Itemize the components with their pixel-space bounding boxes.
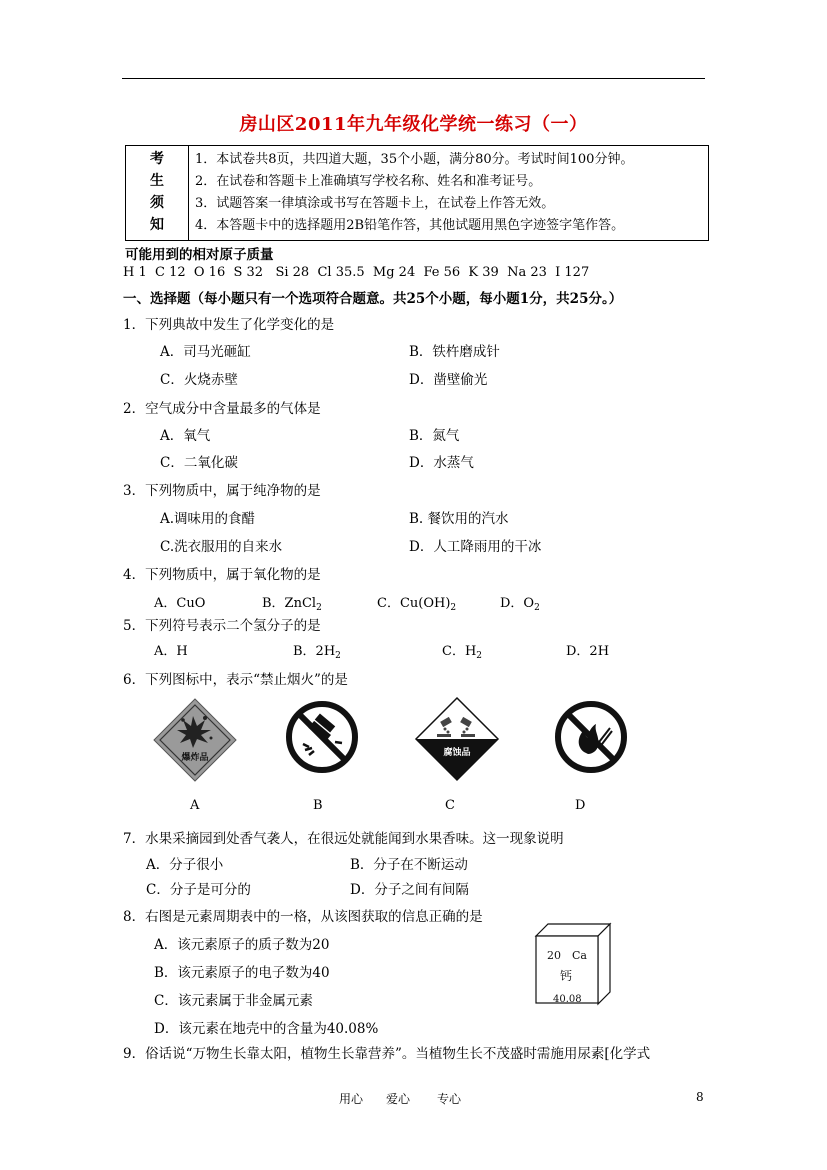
option-b: B．分子在不断运动 (350, 857, 468, 873)
sign-caption-d: D (575, 798, 586, 813)
question-stem: 5．下列符号表示二个氢分子的是 (123, 618, 321, 634)
notice-table (125, 145, 709, 241)
no-open-flame-sign-icon (554, 700, 628, 774)
option-a: A．CuO (154, 596, 206, 611)
footer-motto-2: 爱心 (386, 1092, 411, 1106)
notice-label-char: 考 (150, 151, 164, 167)
option-b: B．ZnCl$_2$ (262, 596, 322, 613)
exam-title: 房山区2011年九年级化学统一练习（一） (239, 114, 588, 135)
option-a: A．H (154, 644, 188, 659)
element-number: 20 (547, 949, 561, 962)
footer-motto-3: 专心 (437, 1092, 462, 1106)
option-a: A．该元素原子的质子数为20 (154, 937, 330, 953)
option-d: D．$O_2$ (500, 596, 540, 613)
explosive-sign-label: 爆炸品 (181, 753, 209, 763)
option-b: B. 餐饮用的汽水 (409, 511, 509, 527)
option-b: B．氮气 (409, 428, 460, 444)
notice-label-char: 须 (150, 195, 164, 211)
option-c: C．该元素属于非金属元素 (154, 993, 313, 1009)
option-c: C．火烧赤壁 (160, 372, 238, 388)
question-stem: 3．下列物质中，属于纯净物的是 (123, 483, 321, 499)
no-fireworks-sign-icon (285, 700, 359, 774)
footer-motto-1: 用心 (339, 1092, 364, 1106)
notice-label (126, 146, 189, 241)
atomic-mass-heading: 可能用到的相对原子质量 (125, 247, 274, 263)
corrosive-sign-label: 腐蚀品 (443, 748, 471, 758)
question-stem: 4．下列物质中，属于氧化物的是 (123, 567, 321, 583)
option-b: B．$2H_2$ (293, 644, 341, 661)
question-stem: 8．右图是元素周期表中的一格，从该图获取的信息正确的是 (123, 909, 483, 925)
notice-item: 1．本试卷共8页，共四道大题，35个小题，满分80分。考试时间100分钟。 (195, 152, 634, 167)
atomic-mass-values: H 1 C 12 O 16 S 32 Si 28 Cl 35.5 Mg 24 Fe 56 K 39 Na 23 I 127 (123, 265, 590, 280)
option-c: C．分子是可分的 (146, 882, 251, 898)
option-a: A．司马光砸缸 (160, 344, 251, 360)
explosive-sign-icon (153, 698, 237, 782)
option-c: C．$Cu(OH)_2$ (377, 596, 457, 613)
notice-label-char: 生 (150, 173, 164, 189)
option-d: D．该元素在地壳中的含量为40.08% (154, 1021, 379, 1037)
notice-label-char: 知 (150, 217, 164, 233)
question-stem: 6．下列图标中，表示“禁止烟火”的是 (123, 672, 348, 688)
header-rule (122, 78, 705, 79)
option-d: D．凿壁偷光 (409, 372, 488, 388)
corrosive-sign-icon (415, 697, 499, 781)
notice-item: 3．试题答案一律填涂或书写在答题卡上，在试卷上作答无效。 (195, 196, 555, 211)
option-d: D．人工降雨用的干冰 (409, 539, 542, 555)
option-a: A．分子很小 (146, 857, 224, 873)
question-stem: 2．空气成分中含量最多的气体是 (123, 401, 321, 417)
notice-item: 2．在试卷和答题卡上准确填写学校名称、姓名和准考证号。 (195, 174, 542, 189)
page-number: 8 (696, 1090, 704, 1104)
notice-item: 4．本答题卡中的选择题用2B铅笔作答，其他试题用黑色字迹签字笔作答。 (195, 218, 625, 233)
element-mass: 40.08 (553, 994, 582, 1005)
question-stem: 9．俗话说“万物生长靠太阳，植物生长靠营养”。当植物生长不茂盛时需施用尿素[化学式 (123, 1046, 651, 1062)
notice-rules (189, 146, 709, 241)
sign-caption-b: B (313, 798, 323, 813)
sign-caption-a: A (190, 798, 200, 813)
option-c: C．二氧化碳 (160, 455, 238, 471)
periodic-cell-icon (530, 920, 612, 1004)
element-name: 钙 (560, 969, 573, 983)
option-d: D．水蒸气 (409, 455, 474, 471)
sign-caption-c: C (445, 798, 455, 813)
option-b: B．铁杵磨成针 (409, 344, 500, 360)
option-a: A．氧气 (160, 428, 211, 444)
question-stem: 7．水果采摘园到处香气袭人，在很远处就能闻到水果香味。这一现象说明 (123, 831, 564, 847)
option-a: A.调味用的食醋 (160, 511, 256, 527)
option-d: D．分子之间有间隔 (350, 882, 469, 898)
element-symbol: Ca (572, 949, 587, 962)
option-c: C．$H_2$ (442, 644, 483, 661)
section-heading: 一、选择题（每小题只有一个选项符合题意。共25个小题，每小题1分，共25分。） (123, 291, 623, 307)
option-d: D．2H (566, 644, 610, 659)
option-b: B．该元素原子的电子数为40 (154, 965, 330, 981)
question-stem: 1．下列典故中发生了化学变化的是 (123, 317, 335, 333)
option-c: C.洗衣服用的自来水 (160, 539, 283, 555)
